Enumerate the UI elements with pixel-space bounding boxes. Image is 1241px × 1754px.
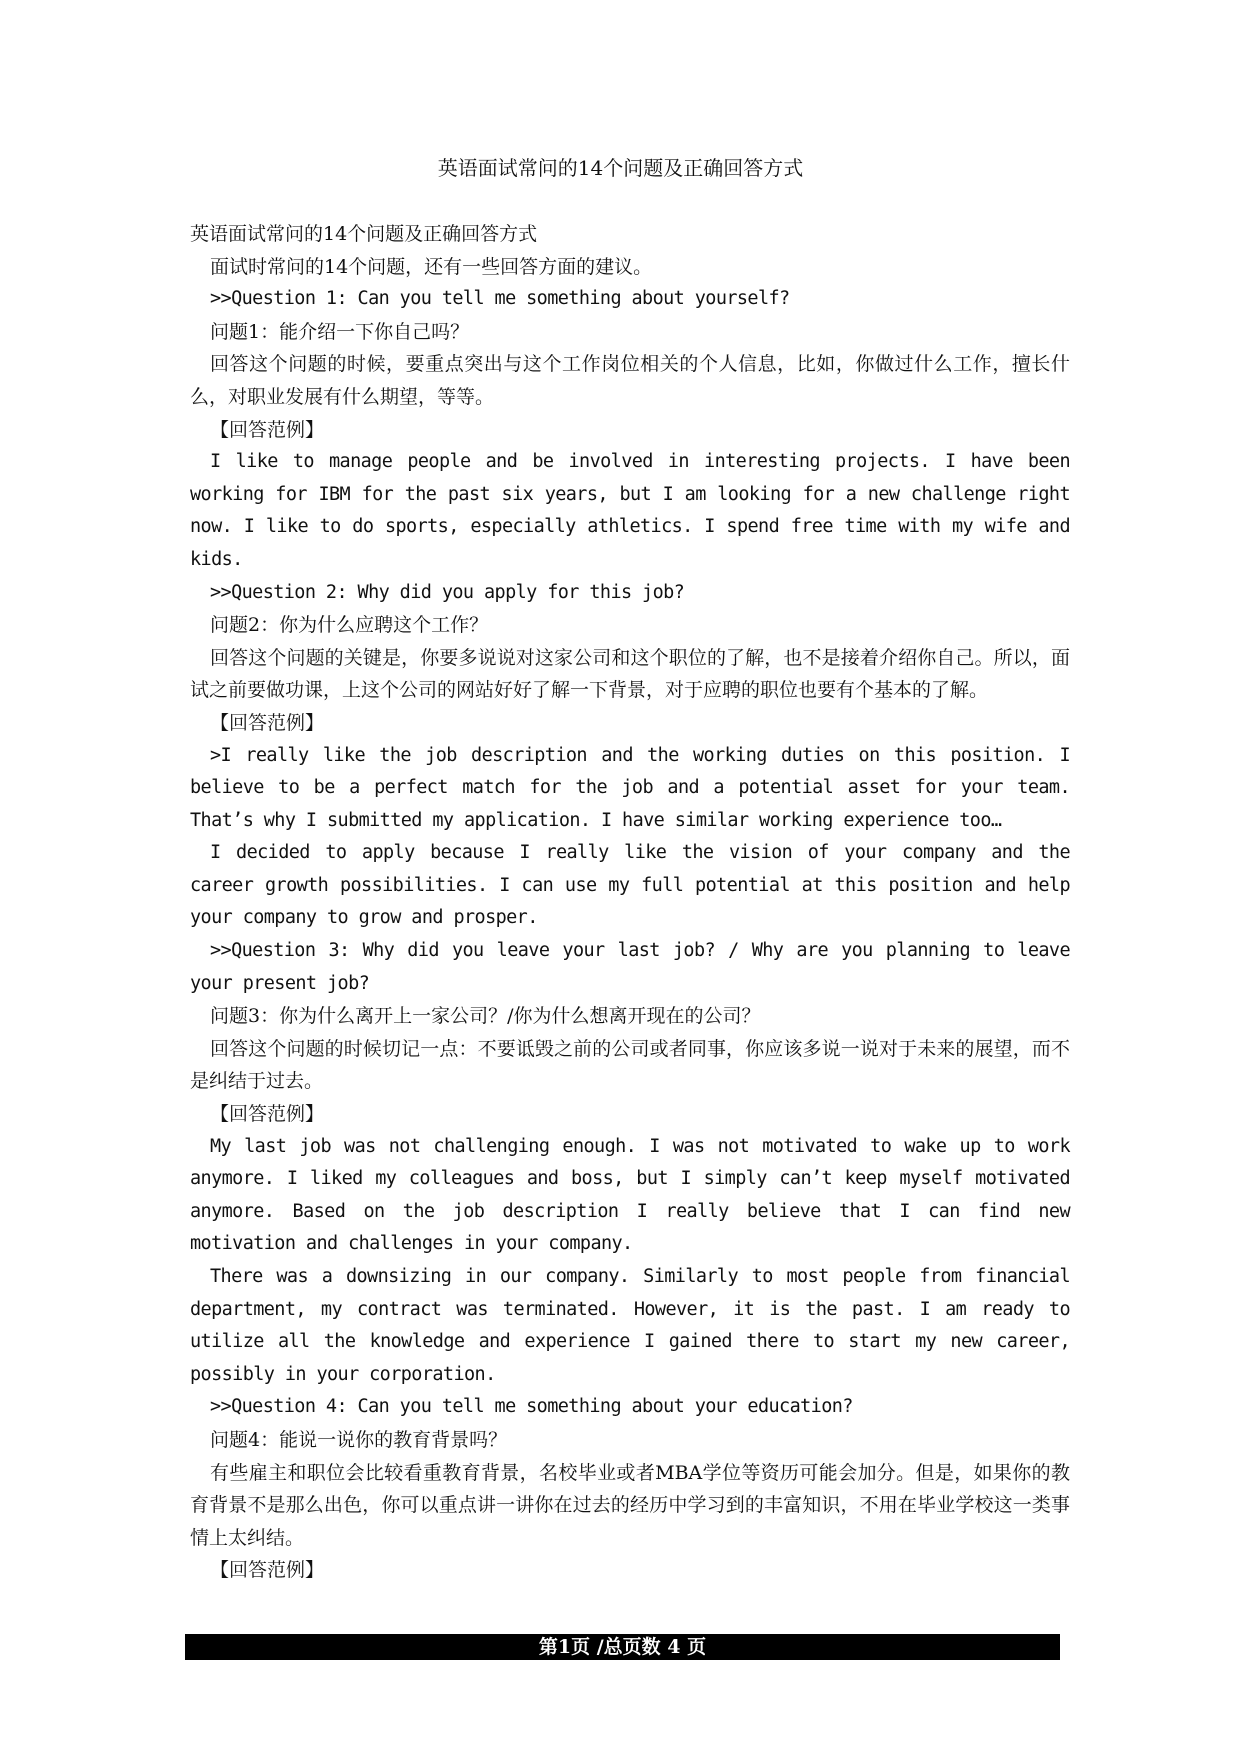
paragraph: There was a downsizing in our company. Similarly to most people from financial department, my contract was terminated. However, it is the past. I am ready to utilize all the knowledge and experience I gained there to start my new career, possibly in your corporation. [190,1266,1070,1385]
paragraph: >>Question 1: Can you tell me something about yourself? [210,288,790,310]
document-body [190,218,1070,1587]
paragraph: >>Question 3: Why did you leave your last job? / Why are you planning to leave your present job? [190,940,1070,994]
paragraph: 问题3：你为什么离开上一家公司？/你为什么想离开现在的公司？ [210,1005,761,1028]
paragraph: 问题4：能说一说你的教育背景吗？ [210,1428,508,1451]
paragraph: 面试时常问的14个问题，还有一些回答方面的建议。 [210,255,653,278]
paragraph: 有些雇主和职位会比较看重教育背景，名校毕业或者MBA学位等资历可能会加分。但是，如果你的教育背景不是那么出色，你可以重点讲一讲你在过去的经历中学习到的丰富知识，不用在毕业学校这一类事情上太纠结。 [190,1461,1070,1549]
document-title: 英语面试常问的14个问题及正确回答方式 [437,156,804,180]
paragraph: 【回答范例】 [210,1559,325,1582]
paragraph: 问题2：你为什么应聘这个工作？ [210,614,489,637]
paragraph: 【回答范例】 [210,711,325,734]
paragraph: >I really like the job description and the working duties on this position. I believe to be a perfect match for the job and a potential asset for your team. That’s why I submitted my application. I have similar working experience too… [190,744,1070,831]
paragraph: 问题1：能介绍一下你自己吗？ [210,320,470,343]
paragraph: 回答这个问题的时候，要重点突出与这个工作岗位相关的个人信息，比如，你做过什么工作，擅长什么，对职业发展有什么期望，等等。 [190,353,1070,408]
paragraph: I decided to apply because I really like the vision of your company and the career growth possibilities. I can use my full potential at this position and help your company to grow and prosper. [190,842,1070,929]
paragraph: 【回答范例】 [210,418,325,441]
paragraph: 回答这个问题的时候切记一点：不要诋毁之前的公司或者同事，你应该多说一说对于未来的展望，而不是纠结于过去。 [190,1037,1070,1093]
paragraph: >>Question 4: Can you tell me something about your education? [210,1396,853,1418]
paragraph: 【回答范例】 [210,1103,325,1126]
paragraph: >>Question 2: Why did you apply for this job? [210,581,685,603]
paragraph: 回答这个问题的关键是，你要多说说对这家公司和这个职位的了解，也不是接着介绍你自己。所以，面试之前要做功课，上这个公司的网站好好了解一下背景，对于应聘的职位也要有个基本的了解。 [190,646,1070,702]
paragraph: I like to manage people and be involved in interesting projects. I have been working for IBM for the past six years, but I am looking for a new challenge right now. I like to do sports, especially athletics. I spend free time with my wife and kids. [190,451,1070,570]
paragraph: My last job was not challenging enough. I was not motivated to wake up to work anymore. I liked my colleagues and boss, but I simply can’t keep myself motivated anymore. Based on the job description I really believe that I can find new motivation and challenges in your company. [190,1135,1070,1255]
page-footer: 第1页 /总页数 4 页 [185,1634,1060,1660]
paragraph: 英语面试常问的14个问题及正确回答方式 [190,223,538,245]
